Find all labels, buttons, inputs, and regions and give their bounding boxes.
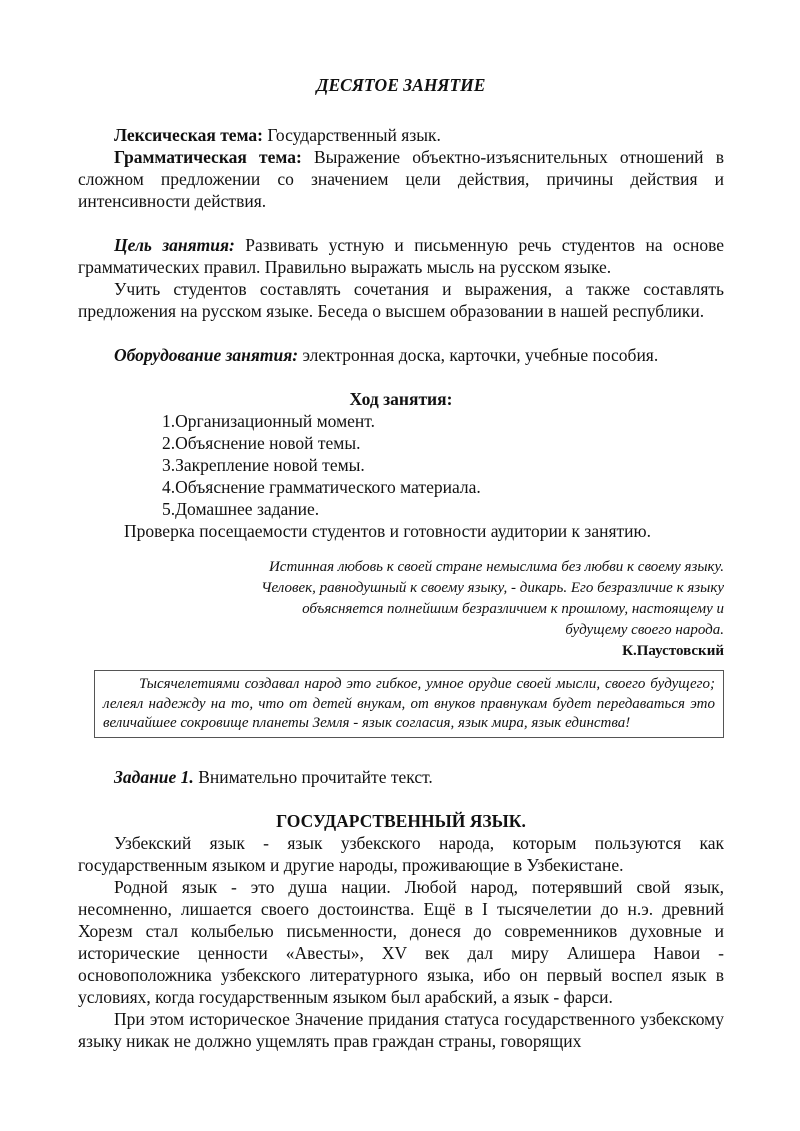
epigraph-author: К.Паустовский bbox=[622, 643, 724, 659]
course-title: Ход занятия: bbox=[349, 389, 453, 409]
lexical-topic bbox=[78, 124, 724, 146]
grammar-topic-text: Выражение объектно-изъяснительных отношений в сложном предложении со значением цели действия, причины действия и интенсивности действия. bbox=[78, 147, 725, 211]
epigraph-line: объясняется полнейшим безразличием к прошлому, настоящему и bbox=[302, 601, 724, 617]
lesson-goal bbox=[78, 234, 724, 278]
section-title: ГОСУДАРСТВЕННЫЙ ЯЗЫК. bbox=[276, 810, 526, 831]
grammar-topic bbox=[78, 146, 724, 212]
lesson-equipment bbox=[78, 344, 724, 366]
lesson-equipment-text: электронная доска, карточки, учебные пособия. bbox=[298, 345, 659, 365]
epigraph-line: Человек, равнодушный к своему языку, - дикарь. Его безразличие к языку bbox=[261, 580, 724, 596]
lesson-equipment-label: Оборудование занятия: bbox=[114, 345, 299, 365]
section-paragraph: Родной язык - это душа нации. Любой народ, потерявший свой язык, несомненно, лишается своего достоинства. Ещё в I тысячелетии до н.э. древний Хорезм стал колыбелью письменности, донеся до современников духовные и исторические ценности «Авесты», XV век дал миру Алишера Навои - основоположника узбекского литературного языка, ибо он первый воспел язык в условиях, когда государственным языком был арабский, а язык - фарси. bbox=[78, 876, 724, 1007]
course-step: 2.Объяснение новой темы. bbox=[162, 433, 361, 453]
course-step: 1.Организационный момент. bbox=[162, 411, 375, 431]
lesson-goal-text: Развивать устную и письменную речь студентов на основе грамматических правил. Правильно выражать мысль на русском языке. bbox=[78, 235, 724, 277]
section-paragraph: Узбекский язык - язык узбекского народа, которым пользуются как государственным языком и другие народы, проживающие в Узбекистане. bbox=[78, 832, 724, 875]
lesson-goal-label: Цель занятия: bbox=[114, 235, 235, 255]
lexical-topic-label: Лексическая тема: bbox=[114, 125, 263, 145]
page-content bbox=[78, 74, 724, 1052]
task-1-label: Задание 1. bbox=[114, 766, 194, 787]
epigraph bbox=[78, 557, 724, 662]
section-paragraph: При этом историческое Значение придания статуса государственного узбекскому языку никак не должно ущемлять прав граждан страны, говорящих bbox=[78, 1008, 724, 1051]
epigraph-line: будущему своего народа. bbox=[565, 622, 724, 638]
quote-text: Тысячелетиями создавал народ это гибкое, умное орудие своей мысли, своего будущего; лелеял надежду на то, что от детей внукам, от внуков правнукам будет передаваться это величайшее сокровище планеты Земля - язык согласия, язык мира, язык единства! bbox=[103, 676, 715, 731]
quote-box bbox=[94, 670, 724, 738]
lexical-topic-text: Государственный язык. bbox=[262, 125, 441, 145]
epigraph-line: Истинная любовь к своей стране немыслима без любви к своему языку. bbox=[268, 559, 724, 575]
course-step: 5.Домашнее задание. bbox=[162, 499, 320, 519]
attendance-check: Проверка посещаемости студентов и готовности аудитории к занятию. bbox=[124, 521, 651, 541]
course-step: 3.Закрепление новой темы. bbox=[162, 455, 365, 475]
task-1-text: Внимательно прочитайте текст. bbox=[193, 766, 433, 787]
lesson-goal-text-2: Учить студентов составлять сочетания и выражения, а также составлять предложения на русском языке. Беседа о высшем образовании в нашей республики. bbox=[78, 279, 724, 321]
task-1 bbox=[78, 766, 724, 788]
course-step: 4.Объяснение грамматического материала. bbox=[162, 477, 481, 497]
lesson-title: ДЕСЯТОЕ ЗАНЯТИЕ bbox=[316, 75, 486, 95]
course-steps bbox=[78, 410, 724, 520]
grammar-topic-label: Грамматическая тема: bbox=[114, 147, 302, 167]
